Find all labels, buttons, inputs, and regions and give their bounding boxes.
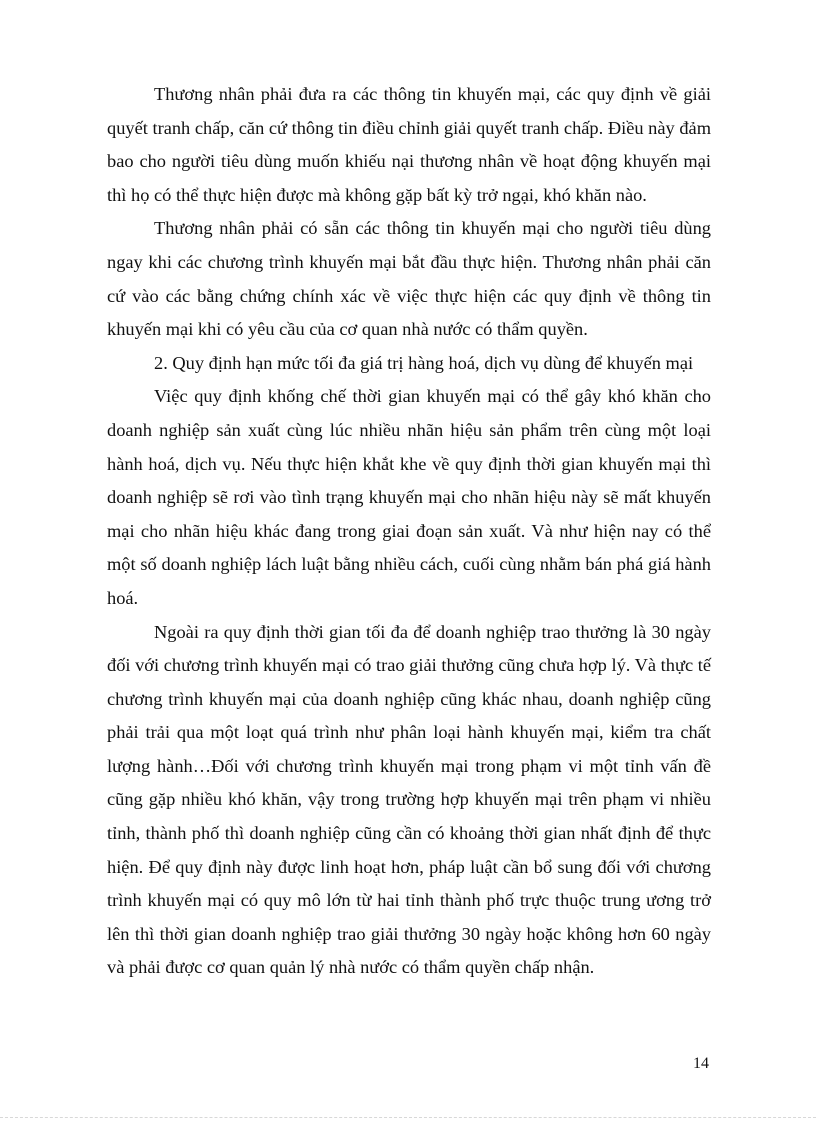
page-number: 14 xyxy=(693,1055,709,1072)
section-heading: 2. Quy định hạn mức tối đa giá trị hàng hoá, dịch vụ dùng để khuyến mại xyxy=(154,352,694,373)
paragraph-promotion-info-availability: Thương nhân phải có sẵn các thông tin khuyến mại cho người tiêu dùng ngay khi các chương trình khuyến mại bắt đầu thực hiện. Thương nhân phải căn cứ vào các bằng chứng chính xác về việc thực hiện các quy định về thông tin khuyến mại khi có yêu cầu của cơ quan nhà nước có thẩm quyền. xyxy=(107,218,711,340)
body-text xyxy=(107,78,711,985)
paragraph-award-time-limit: Ngoài ra quy định thời gian tối đa để doanh nghiệp trao thưởng là 30 ngày đối với chương trình khuyến mại có trao giải thưởng cũng chưa hợp lý. Và thực tế chương trình khuyến mại của doanh nghiệp cũng khác nhau, doanh nghiệp cũng phải trải qua một loạt quá trình như phân loại hành khuyến mại, kiểm tra chất lượng hành…Đối với chương trình khuyến mại trong phạm vi một tỉnh vấn đề cũng gặp nhiều khó khăn, vậy trong trường hợp khuyến mại trên phạm vi nhiều tỉnh, thành phố thì doanh nghiệp cũng cần có khoảng thời gian nhất định để thực hiện. Để quy định này được linh hoạt hơn, pháp luật cần bổ sung đối với chương trình khuyến mại có quy mô lớn từ hai tỉnh thành phố trực thuộc trung ương trở lên thì thời gian doanh nghiệp trao giải thưởng 30 ngày hoặc không hơn 60 ngày và phải được cơ quan quản lý nhà nước có thẩm quyền chấp nhận. xyxy=(107,621,711,978)
paragraph-promotion-info-disputes: Thương nhân phải đưa ra các thông tin khuyến mại, các quy định về giải quyết tranh chấp, căn cứ thông tin điều chỉnh giải quyết tranh chấp. Điều này đảm bao cho người tiêu dùng muốn khiếu nại thương nhân về hoạt động khuyến mại thì họ có thể thực hiện được mà không gặp bất kỳ trở ngại, khó khăn nào. xyxy=(107,84,711,205)
paragraph-time-limit-restriction: Việc quy định khống chế thời gian khuyến mại có thể gây khó khăn cho doanh nghiệp sản xuất cùng lúc nhiều nhãn hiệu sản phẩm trên cùng một loại hành hoá, dịch vụ. Nếu thực hiện khắt khe về quy định thời gian khuyến mại thì doanh nghiệp sẽ rơi vào tình trạng khuyến mại cho nhãn hiệu này sẽ mất khuyến mại cho nhãn hiệu khác đang trong giai đoạn sản xuất. Và như hiện nay có thể một số doanh nghiệp lách luật bằng nhiều cách, cuối cùng nhằm bán phá giá hành hoá. xyxy=(107,386,711,608)
page-bottom-divider xyxy=(0,1117,816,1118)
